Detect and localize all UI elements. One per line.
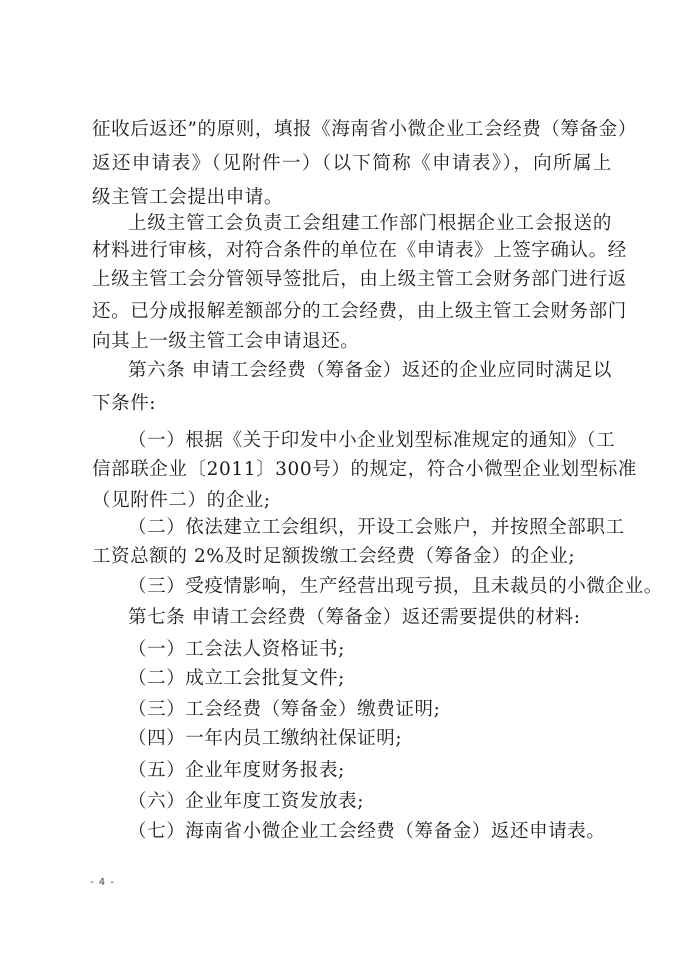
list-item: （三）受疫情影响，生产经营出现亏损，且未裁员的小微企业。 <box>128 576 663 597</box>
list-item: （五）企业年度财务报表; <box>128 760 345 781</box>
text-line: 材料进行审核，对符合条件的单位在《申请表》上签字确认。经 <box>92 240 627 261</box>
article-heading: 第七条 申请工会经费（筹备金）返还需要提供的材料: <box>128 607 581 628</box>
list-item: （一）根据《关于印发中小企业划型标准规定的通知》（工 <box>128 430 616 451</box>
text-line: 工资总额的 2%及时足额拨缴工会经费（筹备金）的企业; <box>92 546 576 567</box>
list-item: （二）成立工会批复文件; <box>128 668 345 689</box>
text-line: 返还申请表》（见附件一）（以下简称《申请表》），向所属上 <box>92 153 612 174</box>
text-line: 向其上一级主管工会申请退还。 <box>92 331 360 352</box>
text-line: 级主管工会提出申请。 <box>92 187 284 208</box>
list-item: （六）企业年度工资发放表; <box>128 791 365 812</box>
text-line: 上级主管工会分管领导签批后，由上级主管工会财务部门进行返 <box>92 269 627 290</box>
article-heading: 第六条 申请工会经费（筹备金）返还的企业应同时满足以 <box>128 360 612 381</box>
list-item: （二）依法建立工会组织，开设工会账户，并按照全部职工 <box>128 517 625 538</box>
list-item: （三）工会经费（筹备金）缴费证明; <box>128 699 441 720</box>
text-line: （见附件二）的企业; <box>92 490 271 511</box>
text-line: 上级主管工会负责工会组建工作部门根据企业工会报送的 <box>128 213 612 234</box>
page-number: - 4 - <box>90 877 115 888</box>
text-line: 下条件: <box>92 393 157 414</box>
list-item: （四）一年内员工缴纳社保证明; <box>128 728 403 749</box>
text-line: 征收后返还”的原则，填报《海南省小微企业工会经费（筹备金） <box>92 119 637 140</box>
list-item: （七）海南省小微企业工会经费（筹备金）返还申请表。 <box>128 821 606 842</box>
text-line: 信部联企业〔2011〕300号）的规定，符合小微型企业划型标准 <box>92 459 637 480</box>
text-line: 还。已分成报解差额部分的工会经费，由上级主管工会财务部门 <box>92 301 627 322</box>
list-item: （一）工会法人资格证书; <box>128 639 345 660</box>
